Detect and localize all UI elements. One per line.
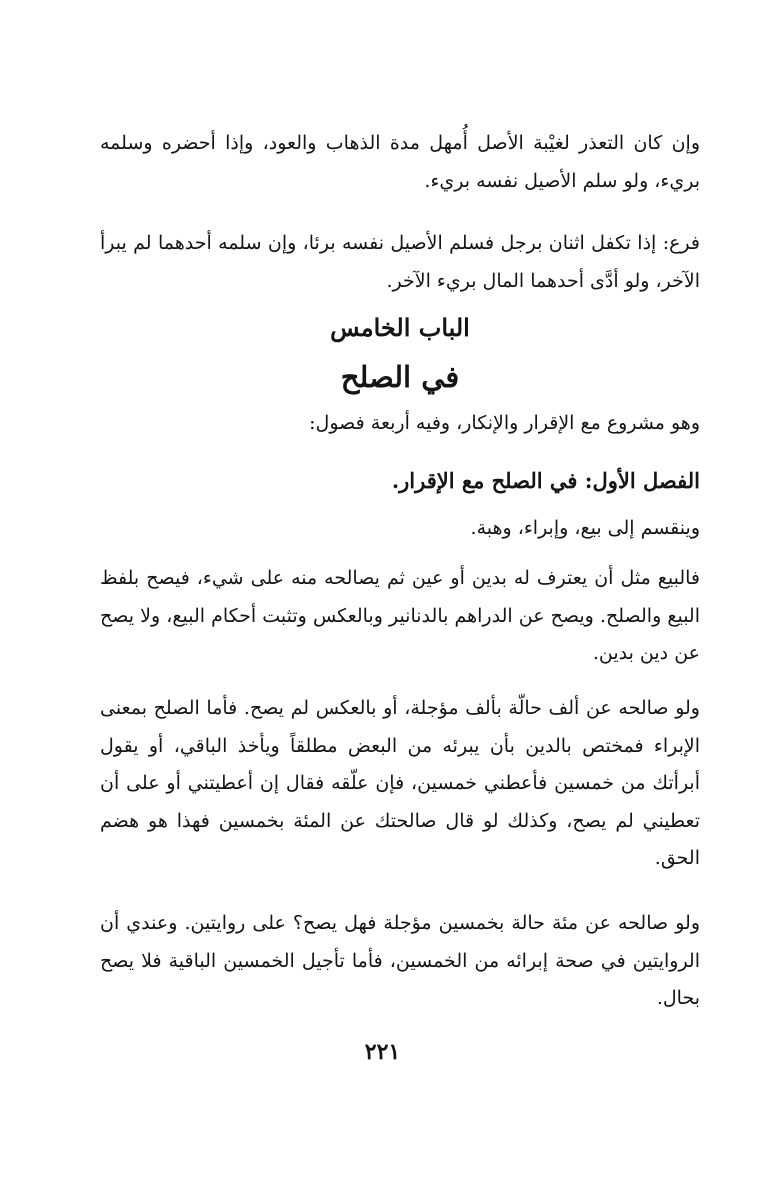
- chapter-title: الباب الخامس: [330, 313, 470, 342]
- paragraph-two-narrations: ولو صالحه عن مئة حالة بخمسين مؤجلة فهل يصح؟ على روايتين. وعندي أن الروايتين في صحة إبرائه من الخمسين، فأما تأجيل الخمسين الباقية فلا يصح بحال.: [100, 912, 700, 1009]
- paragraph-division: وينقسم إلى بيع، وإبراء، وهبة.: [470, 517, 700, 539]
- paragraph-branch-two-sureties: فرع: إذا تكفل اثنان برجل فسلم الأصيل نفسه برئا، وإن سلمه أحدهما لم يبرأ الآخر، ولو أدَّى أحدهما المال بريء الآخر.: [100, 232, 700, 292]
- section-heading: الفصل الأول: في الصلح مع الإقرار.: [391, 468, 700, 493]
- paragraph-sale: فالبيع مثل أن يعترف له بدين أو عين ثم يصالحه منه على شيء، فيصح بلفظ البيع والصلح. ويصح عن الدراهم بالدنانير وبالعكس وتثبت أحكام البيع، ولا يصح عن دين بدين.: [100, 567, 700, 664]
- paragraph-surety-absence: وإن كان التعذر لغيْبة الأصل أُمهل مدة الذهاب والعود، وإذا أحضره وسلمه بريء، ولو سلم الأصيل نفسه بريء.: [100, 132, 700, 192]
- chapter-intro: وهو مشروع مع الإقرار والإنكار، وفيه أربعة فصول:: [309, 412, 700, 434]
- page-number: ٢٢١: [364, 1039, 401, 1065]
- paragraph-deferred-settlement: ولو صالحه عن ألف حالّة بألف مؤجلة، أو بالعكس لم يصح. فأما الصلح بمعنى الإبراء فمختص بالدين بأن يبرئه من البعض مطلقاً ويأخذ الباقي، أو يقول أبرأتك من خمسين فأعطني خمسين، فإن علّقه فقال إن أعطيتني أو على أن تعطيني لم يصح، وكذلك لو قال صالحتك عن المئة بخمسين فهذا هو هضم الحق.: [100, 697, 700, 869]
- chapter-subject: في الصلح: [340, 360, 460, 394]
